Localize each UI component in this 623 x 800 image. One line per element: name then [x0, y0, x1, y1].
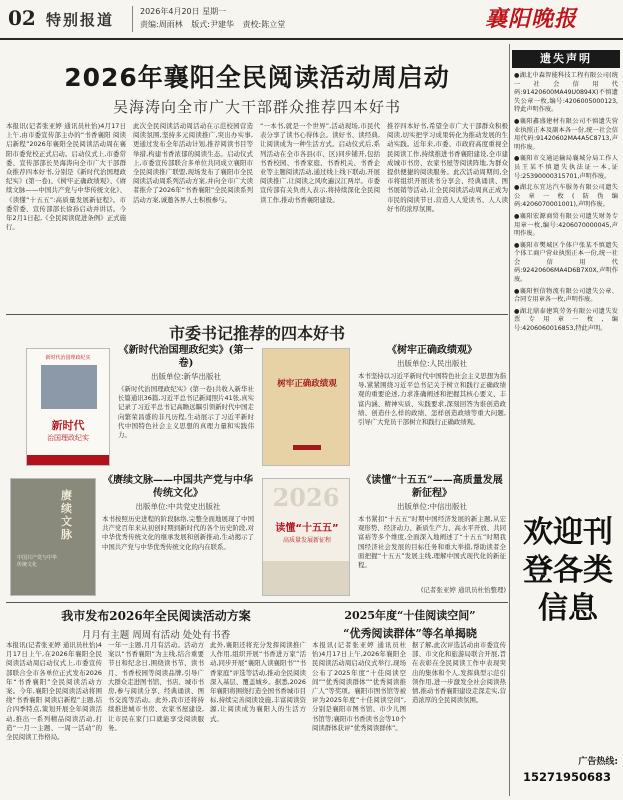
- book-cover-2: [262, 348, 350, 466]
- editor-line: [140, 19, 291, 30]
- book-desc-3: 本书按照历史进程的阶段脉络,完整全面地展现了中国共产党百年来从初创时期到新时代的各个历史阶段,对中华优秀传统文化的继承发展和创新推动,生动揭示了中国共产党与中华优秀传统文化的内在联系。: [102, 515, 254, 551]
- section-name: 特别报道: [46, 11, 115, 29]
- date-line: 2026年4月20日 星期一: [140, 7, 227, 16]
- book-publisher-1: 出版单位:新华出版社: [150, 372, 222, 381]
- cover-main-text: 读懂“十五五”: [275, 523, 339, 534]
- cover-sub-text: 中国共产党与中华传统文化: [17, 555, 58, 568]
- notice-item: ●襄阳宏源商贸有限公司遗失财务专用章一枚,编号:4206070000045,声明作废。: [514, 212, 618, 238]
- book-publisher-2: 出版单位:人民出版社: [396, 359, 468, 368]
- cover-top-text: 2026: [272, 483, 340, 512]
- intro-column-2: 此次全民阅读活动周活动在示范校园营造阅读氛围,坚持多元阅读推广,突出办实事,更通过发布全年活动计划,推荐阅读书目等举措,构建书香浓郁的阅读生态。启动仪式上,市委宣传部联合多单位共同成立襄阳市全民阅读推广联盟,现场发布了襄阳市全民阅读活动周系列活动方案,并向全市广大读者推介了2026年“书香襄阳”全民阅读系列活动方案,诚邀各界人士积极参与。: [133, 122, 253, 204]
- intro-column-1: 本报讯(记者张亚婷 通讯员杜怡)4月17日上午,由市委宣传部主办的“书香襄阳 阅读启新程”2026年襄阳全民阅读活动周在襄阳市委党校正式启动。启动仪式上,市委常委、宣传部部长吴海涛向全市广大干部群众推荐四本好书,分别是《新时代治国理政纪实》(第一卷)、《树牢正确政绩观》、《赓续文脉——中国共产党与中华传统文化》、《读懂“十五五”:高质量发展新征程》。市委常委、宣传部部长徐孙启动并讲话。今年2月1日起,《全民阅读促进条例》正式施行。: [6, 122, 126, 232]
- book-card-4: [258, 474, 508, 599]
- book-desc-1: 《新时代治国理政纪实》(第一卷)共收入新华社长篇通讯36篇,习近平总书记新闻照片41张,真实记录了习近平总书记高瞻远瞩引领新时代中国走向繁荣昌盛的非凡历程,生动展示了习近平新时代中国特色社会主义思想的真理力量和实践伟力。: [118, 385, 254, 440]
- intro-column-3: “一本书,就是一个世界”,活动现场,市民代表分享了读书心得体会。读好书、读经典,让阅读成为一种生活方式。启动仪式后,系列活动在全市各县(市、区)同步铺开,包括书香校园、书香家庭、书香机关、书香企业等主题阅读活动,通过线上线下联动,开展阅读推广,让阅读之风吹遍汉江两岸。市委宣传部有关负责人表示,将持续深化全民阅读工作,推动书香襄阳建设。: [260, 122, 380, 204]
- article-2-col-3: 此外,襄阳还将充分发挥阅读推广人作用,组织开展“书香进万家”活动,同步开展“襄阳人读襄阳书”“书香家庭”评选等活动,推动全民阅读深入基层、覆盖城乡。据悉,2026年襄阳将围绕打造全国书香城市目标,持续完善阅读设施,丰富阅读资源,让阅读成为襄阳人的生活方式。: [210, 641, 306, 723]
- book-details-3: [102, 474, 254, 587]
- cover-main-text: 新时代: [51, 419, 85, 432]
- notice-item: ●襄阳恒信物流有限公司遗失公章、合同专用章各一枚,声明作废。: [514, 287, 618, 304]
- page-header: [0, 0, 623, 40]
- book-card-2: [258, 344, 508, 469]
- cover-main-text: 赓续文脉: [61, 489, 72, 541]
- header-divider: [132, 6, 133, 32]
- page-number: 02: [8, 6, 36, 30]
- book-card-3: [6, 474, 256, 599]
- book-title-2: 《树牢正确政绩观》: [387, 345, 477, 356]
- book-details-1: [118, 344, 254, 469]
- book-desc-2: 本书坚持以习近平新时代中国特色社会主义思想为指导,紧紧围绕习近平总书记关于树立和践行正确政绩观的重要论述,力求准确阐述和把握其核心要义、丰富内涵、精神实质、实践要求,深刻回答为谁创造政绩、创造什么样的政绩、怎样创造政绩等重大问题,引导广大党员干部树立和践行正确政绩观。: [358, 372, 506, 427]
- book-title-3: 《赓续文脉——中国共产党与中华传统文化》: [103, 475, 253, 499]
- cover-sub-text: 治国理政纪实: [47, 434, 89, 442]
- section-rule-lower: [6, 602, 508, 603]
- article-3-col-1: 本报讯(记者张亚婷 通讯员杜怡)4月17日上午,2026年襄阳全民阅读活动周启动仪式举行,现场公布了2025年度“十佳阅读空间”“优秀阅读群体”“优秀阅读推广人”等奖项。襄阳市图书馆等被评为2025年度“十佳阅读空间”,分别是襄阳市图书馆、市少儿图书馆等;襄阳市书香读书会等10个阅读群体获评“优秀阅读群体”。: [312, 641, 406, 732]
- cover-mark: [293, 445, 321, 450]
- books-credit: (记者张亚婷 通讯员杜怡整理): [420, 586, 506, 594]
- notice-item: ●湖北中森智能科技工程有限公司(统一社会信用代码:91420600MA49U0894X)不慎遗失公章一枚,编号:4206005000123,特此声明作废。: [514, 72, 618, 114]
- cover-main-text: 树牢正确政绩观: [277, 379, 337, 389]
- notice-item: ●襄阳市樊城区个体户张某不慎遗失个体工商户营业执照正本一份,统一社会信用代码:92420606MA4D6B7X0X,声明作废。: [514, 241, 618, 284]
- newspaper-logo: 襄阳晚报: [485, 6, 578, 32]
- notice-item: ●湖北东宜达汽车服务有限公司遗失公章一枚(防伪编码:4206070001001),声明作废。: [514, 184, 618, 209]
- article-awards: [312, 607, 508, 795]
- notice-item: ●湖北鼎泰建筑劳务有限公司遗失发票专用章一枚,编号:4206060016853,特此声明。: [514, 307, 618, 333]
- main-content: [6, 44, 508, 796]
- book-desc-4: 本书紧扣“十五五”时期中国经济发展的新主题,从宏观形势、经济动力、新质生产力、高水平开放、共同富裕等多个维度,全面深入地阐述了“十五五”时期我国经济社会发展的目标任务和重大举措,帮助读者全面把握“十五五”发展主线,理解中国式现代化的新征程。: [358, 515, 506, 570]
- book-cover-1: [26, 348, 110, 466]
- article-2-subtitle: 月月有主题 周周有活动 处处有书香: [81, 630, 231, 641]
- book-title-4: 《读懂“十五五”——高质量发展新征程》: [361, 475, 503, 499]
- book-details-4: [358, 474, 506, 595]
- article-reading-plan: [6, 607, 306, 795]
- cover-top-text: 新时代治国理政纪实: [45, 355, 91, 361]
- article-3-col-2: 据了解,此次评选活动由市委宣传部、市文化和旅游局联合开展,旨在表彰在全民阅读工作中表现突出的集体和个人,发挥典型示范引领作用,进一步激发全社会阅读热情,推动书香襄阳建设走深走实,营造浓厚的全民阅读氛围。: [412, 641, 506, 705]
- lost-notice-heading: 遗失声明: [512, 50, 620, 68]
- book-title-1: 《新时代治国理政纪实》(第一卷): [118, 345, 254, 369]
- intro-column-4: 推荐四本好书,希望全市广大干部群众积极阅读,切实把学习成果转化为推动发展的生动实践。近年来,市委、市政府高度重视全民阅读工作,持续推进书香襄阳建设,全市建成城市书房、农家书屋等阅读阵地,为群众提供便捷的阅读服务。此次活动周期间,全市将组织开展读书分享会、经典诵读、图书展销等活动,让全民阅读活动周真正成为市民的阅读节日,营造人人爱读书、人人读好书的浓厚氛围。: [387, 122, 508, 213]
- section-rule: [6, 314, 508, 315]
- cover-photo: [41, 365, 97, 409]
- notice-item: ●襄阳市交通运输局襄城分局工作人员王某不慎遗失执法证一本,证号:25390000315701,声明作废。: [514, 155, 618, 180]
- books-heading: 市委书记推荐的四本好书: [168, 324, 345, 343]
- column-divider: [509, 44, 510, 796]
- cover-sub-text: 高质量发展新征程: [282, 537, 331, 544]
- subheadline: 吴海涛向全市广大干部群众推荐四本好书: [112, 98, 401, 116]
- lost-notice-list: [514, 72, 618, 504]
- book-card-1: [6, 344, 256, 469]
- ad-hotline-number: 15271950683: [522, 770, 612, 784]
- book-cover-3: [10, 478, 96, 596]
- cover-band: [27, 455, 109, 465]
- editor-3: 责校:陈立堂: [242, 20, 286, 29]
- classified-sidebar: [512, 44, 620, 796]
- article-2-col-1: 本报讯(记者张亚婷 通讯员杜怡)4月17日上午,在2026年襄阳全民阅读活动周启动仪式上,市委宣传部联合全市各单位正式发布2026年“书香襄阳”全民阅读活动方案。今年,襄阳全民阅读活动将围绕“书香襄阳 阅读启新程”主题,结合四季特点,策划开展全年阅读活动,推出一系列精品阅读活动,打造“一月一主题、一周一活动”的全民阅读工作格局。: [6, 641, 102, 742]
- article-2-col-2: 一年一主题,月月有活动。活动方案以“书香襄阳”为主线,结合重要节日和纪念日,围绕读书节、读书月、书香校园等阅读品牌,引导广大群众走进图书馆、书店、城市书房,参与阅读分享、经典诵读、图书交流等活动。此外,我市还将持续推进城市书房、农家书屋建设,让市民在家门口就能享受阅读服务。: [108, 641, 204, 732]
- cover-graphic: [263, 561, 349, 595]
- book-cover-4: [262, 478, 350, 596]
- book-details-2: [358, 344, 506, 464]
- article-2-title: 我市发布2026年全民阅读活动方案: [61, 609, 251, 623]
- headline: 2026年襄阳全民阅读活动周启动: [64, 63, 450, 92]
- notice-item: ●襄阳鑫盛建材有限公司不慎遗失营业执照正本及副本各一份,统一社会信用代码:91420602MA4A5C8713,声明作废。: [514, 117, 618, 151]
- editor-1: 责编:周雨林: [140, 20, 183, 29]
- book-publisher-3: 出版单位:中共党史出版社: [135, 502, 221, 511]
- ad-welcome-text: 欢迎刊登各类信息: [523, 515, 613, 626]
- article-3-subtitle: “优秀阅读群体”等名单揭晓: [343, 627, 477, 640]
- article-3-title: 2025年度“十佳阅读空间”: [344, 609, 476, 622]
- book-publisher-4: 出版单位:中信出版社: [396, 502, 468, 511]
- editor-2: 版式:尹建华: [191, 20, 234, 29]
- ad-hotline-label: 广告热线:: [578, 757, 618, 767]
